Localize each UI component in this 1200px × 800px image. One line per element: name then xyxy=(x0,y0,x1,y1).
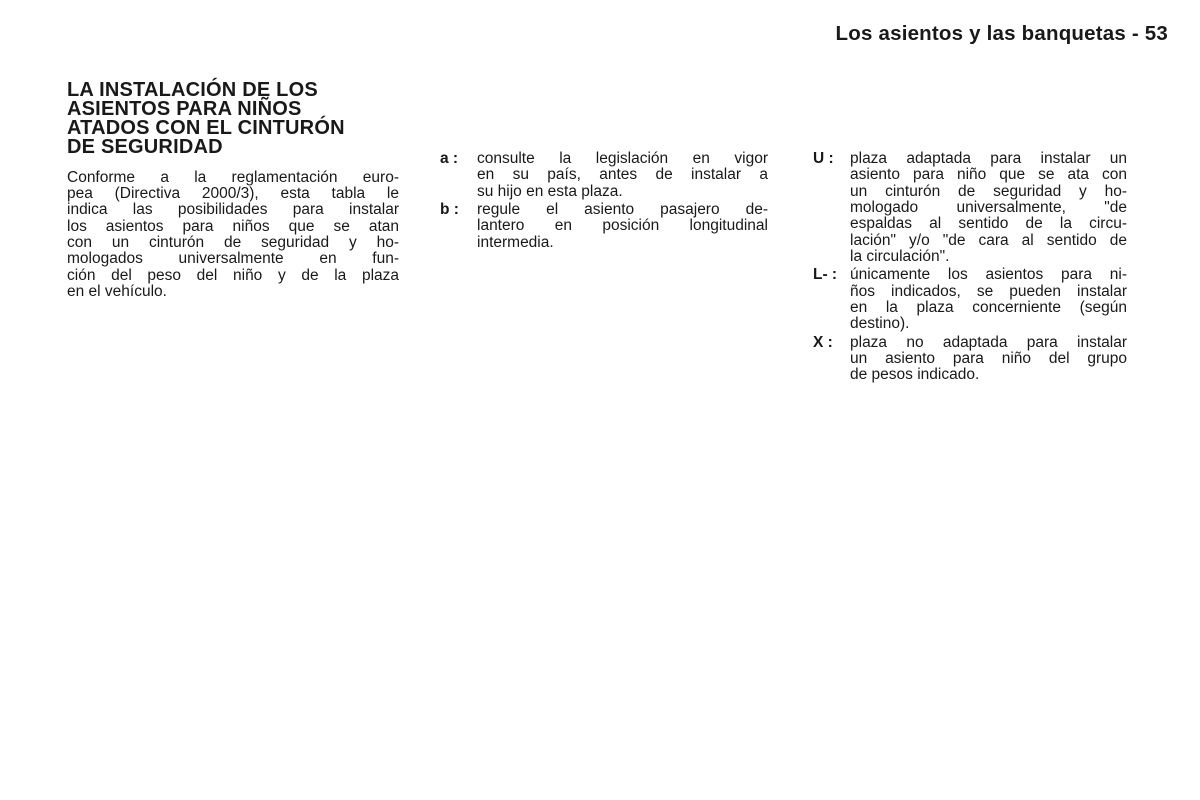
text-line: su hijo en esta plaza. xyxy=(477,182,623,200)
text-line: plaza no adaptada para instalar xyxy=(850,333,1127,351)
note-item-b xyxy=(440,202,768,251)
text-line: espaldas al sentido de la circu- xyxy=(850,215,1127,233)
text-line: lación" y/o "de cara al sentido de xyxy=(850,231,1127,249)
paragraph-line: los asientos para niños que se atan xyxy=(67,217,399,235)
paragraph-line: con un cinturón de seguridad y ho- xyxy=(67,233,399,251)
text-line: mologado universalmente, "de xyxy=(850,199,1127,217)
note-b-text xyxy=(477,202,768,251)
legend-item-u xyxy=(813,151,1127,265)
text-line: asiento para niño que se ata con xyxy=(850,166,1127,184)
legend-item-l xyxy=(813,267,1127,332)
paragraph-line: en el vehículo. xyxy=(67,282,167,300)
paragraph-line: ción del peso del niño y de la plaza xyxy=(67,266,399,284)
text-line: de pesos indicado. xyxy=(850,366,980,384)
legend-l-label: L- : xyxy=(813,266,838,284)
text-line: únicamente los asientos para ni- xyxy=(850,266,1127,284)
text-line: lantero en posición longitudinal xyxy=(477,217,768,235)
note-a-label: a : xyxy=(440,150,459,167)
middle-column xyxy=(440,151,768,253)
heading-line: ATADOS CON EL CINTURÓN xyxy=(67,117,345,139)
paragraph-line: indica las posibilidades para instalar xyxy=(67,201,399,219)
note-a-text xyxy=(477,151,768,200)
text-line: consulte la legislación en vigor xyxy=(477,150,768,167)
text-line: plaza adaptada para instalar un xyxy=(850,150,1127,167)
text-line: un asiento para niño del grupo xyxy=(850,350,1127,368)
legend-x-label: X : xyxy=(813,333,833,351)
right-column xyxy=(813,151,1127,386)
heading-line: ASIENTOS PARA NIÑOS xyxy=(67,98,302,120)
left-column xyxy=(67,81,399,300)
heading-line: DE SEGURIDAD xyxy=(67,136,223,158)
paragraph-line: mologados universalmente en fun- xyxy=(67,250,399,268)
legend-u-text xyxy=(850,151,1127,265)
text-line: destino). xyxy=(850,315,910,333)
note-item-a xyxy=(440,151,768,200)
legend-u-label: U : xyxy=(813,150,834,167)
note-b-label: b : xyxy=(440,201,459,219)
intro-paragraph xyxy=(67,170,399,301)
legend-item-x xyxy=(813,335,1127,384)
paragraph-line: pea (Directiva 2000/3), esta tabla le xyxy=(67,184,399,202)
text-line: en su país, antes de instalar a xyxy=(477,166,768,184)
text-line: regule el asiento pasajero de- xyxy=(477,201,768,219)
paragraph-line: Conforme a la reglamentación euro- xyxy=(67,168,399,186)
text-line: en la plaza concerniente (según xyxy=(850,299,1127,317)
section-heading xyxy=(67,81,399,157)
text-line: un cinturón de seguridad y ho- xyxy=(850,182,1127,200)
text-line: intermedia. xyxy=(477,233,554,251)
legend-x-text xyxy=(850,335,1127,384)
heading-line: LA INSTALACIÓN DE LOS xyxy=(67,79,318,101)
text-line: la circulación". xyxy=(850,248,950,266)
page-header: Los asientos y las banquetas - 53 xyxy=(835,22,1168,45)
text-line: ños indicados, se pueden instalar xyxy=(850,282,1127,300)
legend-l-text xyxy=(850,267,1127,332)
